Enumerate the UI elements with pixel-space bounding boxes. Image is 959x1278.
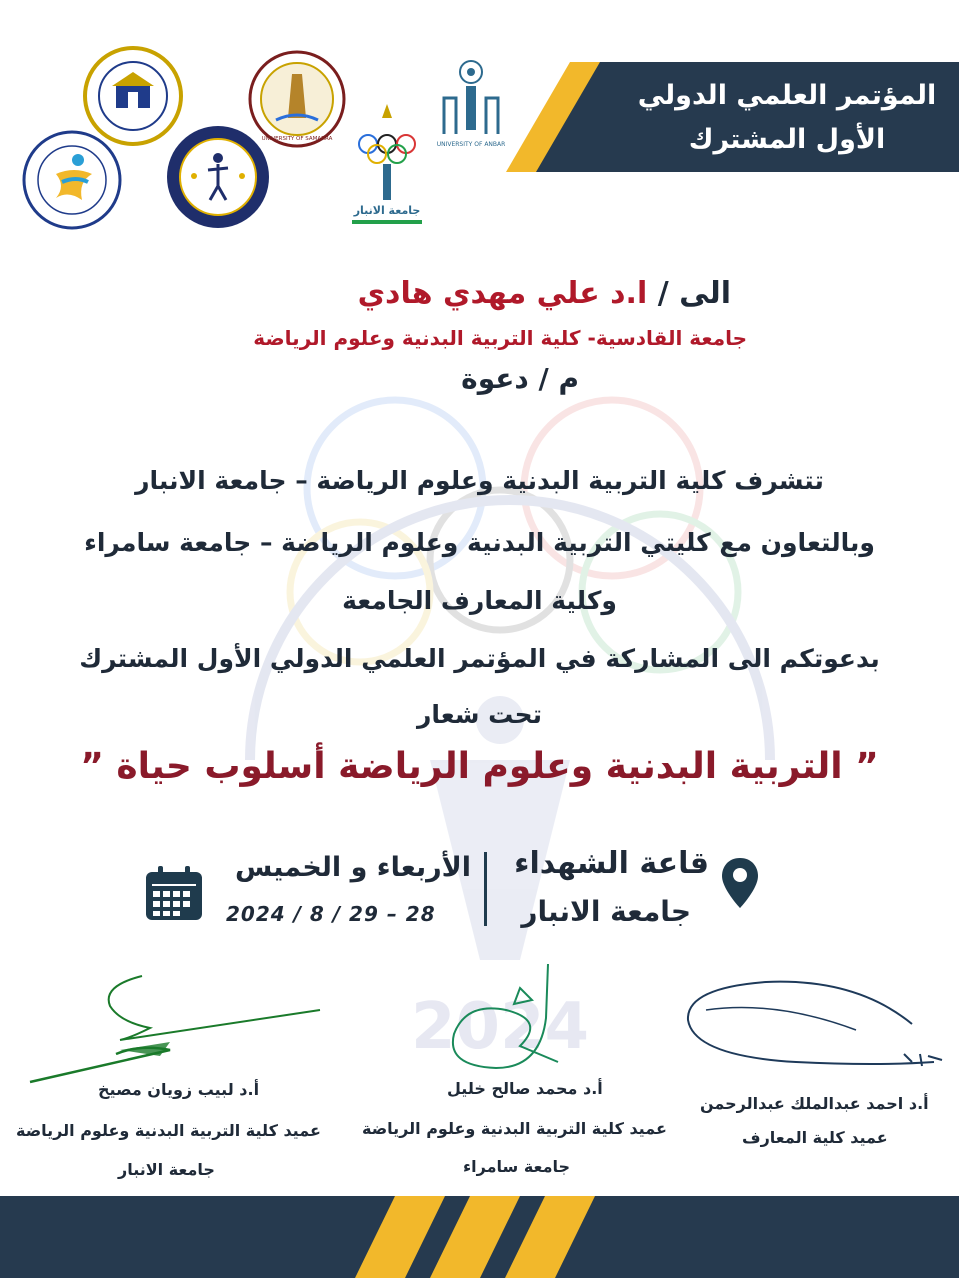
map-pin-icon [720, 856, 760, 910]
invitation-line-3: وكلية المعارف الجامعة [342, 586, 617, 615]
conference-title-line1: المؤتمر العلمي الدولي [637, 80, 937, 111]
recipient-affiliation: جامعة القادسية- كلية التربية البدنية وعلوم الرياضة [253, 326, 747, 350]
conference-slogan: ” التربية البدنية وعلوم الرياضة أسلوب حياة ” [80, 746, 879, 787]
conference-title-line2: الأول المشترك [688, 124, 886, 155]
invitation-line-1: تتشرف كلية التربية البدنية وعلوم الرياضة – جامعة الانبار [135, 466, 824, 495]
signatory-1-role: عميد كلية التربية البدنية وعلوم الرياضة [16, 1121, 321, 1140]
watermark-year: 2024 [410, 990, 590, 1064]
invitation-line-2: وبالتعاون مع كليتي التربية البدنية وعلوم الرياضة – جامعة سامراء [84, 528, 875, 557]
samarra-pe-college-logo [164, 124, 272, 230]
anbar-university-logo [430, 52, 512, 150]
anbar-pe-college-logo [346, 100, 428, 230]
signatory-2-university: جامعة سامراء [463, 1157, 571, 1176]
footer-stripe [0, 1196, 959, 1278]
event-days: الأربعاء و الخميس [235, 852, 471, 883]
venue-divider [484, 852, 487, 926]
signature-drawing-2 [436, 958, 586, 1076]
signatory-1-name: أ.د لبيب زويان مصيخ [98, 1080, 260, 1099]
signatory-3-role: عميد كلية المعارف [742, 1128, 888, 1147]
invitation-line-5: تحت شعار [416, 700, 543, 729]
invitation-line-4: بدعوتكم الى المشاركة في المؤتمر العلمي الدولي الأول المشترك [79, 644, 880, 673]
samarra-logo-text: UNIVERSITY OF SAMARRA [261, 136, 333, 142]
maarif-pe-department-logo [22, 130, 122, 230]
venue-hall: قاعة الشهداء [514, 846, 709, 881]
signatory-1-university: جامعة الانبار [118, 1160, 215, 1179]
anbar-logo-text: UNIVERSITY OF ANBAR [436, 141, 506, 148]
recipient-line [358, 276, 731, 311]
subject-line: م / دعوة [461, 362, 579, 395]
signatory-2-name: أ.د محمد صالح خليل [447, 1079, 603, 1098]
recipient-prefix: الى / [657, 276, 731, 311]
venue-university: جامعة الانبار [521, 895, 691, 928]
anbar-pe-logo-text: جامعة الانبار [353, 204, 421, 217]
signature-drawing-3 [676, 970, 956, 1082]
event-date: 2024 / 8 / 29 – 28 [226, 902, 436, 926]
signatory-2-role: عميد كلية التربية البدنية وعلوم الرياضة [362, 1119, 667, 1138]
signatory-3-name: أ.د احمد عبدالملك عبدالرحمن [700, 1094, 929, 1113]
recipient-name: ا.د علي مهدي هادي [357, 276, 648, 311]
calendar-icon [144, 864, 204, 922]
signature-drawing-1 [20, 966, 350, 1086]
